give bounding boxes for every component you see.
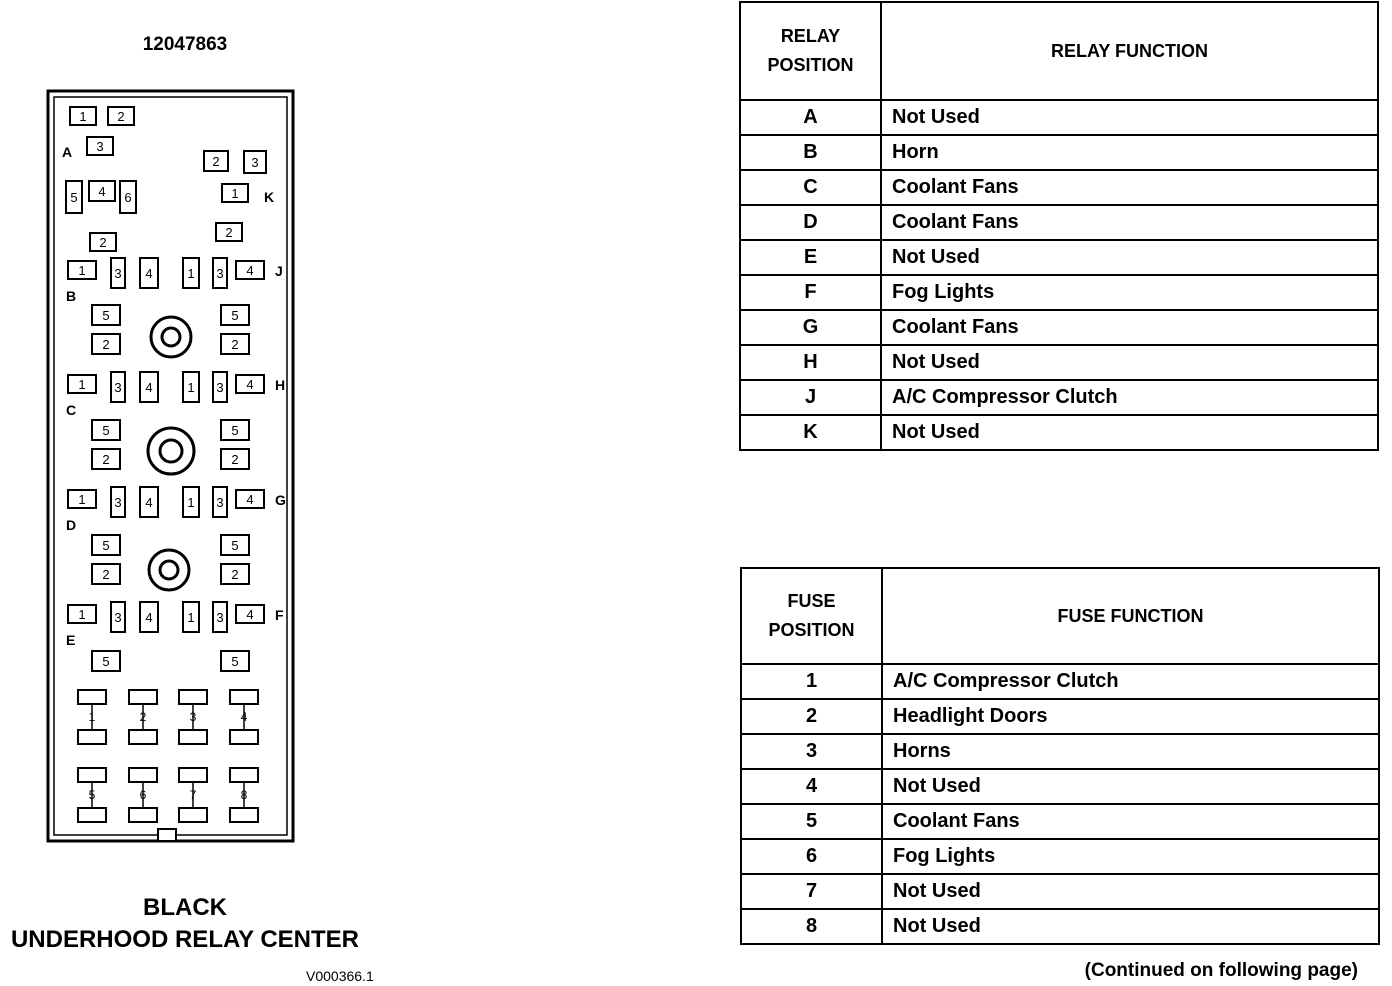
terminal-label: 4 (98, 184, 106, 199)
relay-position-cell: K (740, 415, 881, 450)
terminal-label: 5 (231, 423, 239, 438)
fuse-row (741, 839, 1379, 874)
terminal-label: 1 (187, 495, 195, 510)
terminal-label: 2 (102, 337, 110, 352)
caption-color: BLACK (143, 894, 227, 921)
relay-function-cell: A/C Compressor Clutch (881, 380, 1378, 415)
fuse-bottom-terminal (129, 730, 157, 744)
fuse-row (741, 874, 1379, 909)
fuse-bottom-terminal (78, 730, 106, 744)
terminal-label: 3 (216, 610, 224, 625)
terminal-label: 5 (231, 308, 239, 323)
relay-center-outline (48, 91, 293, 841)
terminal-label: 5 (231, 538, 239, 553)
terminal-label: 5 (102, 654, 110, 669)
relay-position-cell: A (740, 100, 881, 135)
terminal-label: 2 (231, 337, 239, 352)
fuse-row (741, 699, 1379, 734)
fuse-function-cell: Not Used (882, 909, 1379, 944)
fuse-bottom-terminal (179, 808, 207, 822)
terminal-label: 3 (96, 139, 104, 154)
terminal-label: 3 (114, 266, 122, 281)
terminal-label: 3 (114, 380, 122, 395)
latch-tab (158, 829, 176, 841)
relay-letter-a: A (62, 144, 73, 160)
relay-row (740, 310, 1378, 345)
terminal-label: 5 (102, 423, 110, 438)
stud-3-hole (160, 561, 178, 579)
relay-position-cell: J (740, 380, 881, 415)
terminal-label: 1 (231, 186, 239, 201)
terminal-label: 1 (78, 263, 86, 278)
relay-row (740, 345, 1378, 380)
relay-function-cell: Not Used (881, 240, 1378, 275)
relay-function-cell: Not Used (881, 415, 1378, 450)
terminal-label: 4 (246, 263, 254, 278)
fuse-function-cell: Not Used (882, 769, 1379, 804)
fuse-position-cell: 8 (741, 909, 882, 944)
terminal-label: 3 (251, 155, 259, 170)
terminal-label: 5 (231, 654, 239, 669)
fuse-row (741, 804, 1379, 839)
terminal-label: 4 (246, 607, 254, 622)
terminal-label: 4 (246, 492, 254, 507)
relay-function-cell: Coolant Fans (881, 170, 1378, 205)
terminal-label: 3 (114, 495, 122, 510)
relay-letter-j: J (275, 263, 283, 279)
relay-function-cell: Coolant Fans (881, 310, 1378, 345)
relay-letter-d: D (66, 517, 77, 533)
terminal-label: 5 (102, 538, 110, 553)
fuse-top-terminal (230, 690, 258, 704)
relay-letter-b: B (66, 288, 77, 304)
relay-function-cell: Fog Lights (881, 275, 1378, 310)
terminal-label: 4 (145, 495, 153, 510)
relay-center-inner-outline (54, 97, 287, 835)
fuse-number-2: 2 (139, 710, 147, 724)
fuse-function-cell: Not Used (882, 874, 1379, 909)
terminal-label: 5 (70, 190, 78, 205)
terminal-label: 4 (145, 266, 153, 281)
fuse-bottom-terminal (129, 808, 157, 822)
stud-2-hole (160, 440, 182, 462)
fuse-function-header: FUSE FUNCTION (882, 568, 1379, 664)
fuse-function-cell: A/C Compressor Clutch (882, 664, 1379, 699)
fuse-number-3: 3 (189, 710, 197, 724)
relay-row (740, 205, 1378, 240)
relay-letter-h: H (275, 377, 286, 393)
fuse-top-terminal (78, 768, 106, 782)
relay-function-cell: Not Used (881, 345, 1378, 380)
fuse-row (741, 664, 1379, 699)
terminal-label: 3 (216, 495, 224, 510)
fuse-position-cell: 1 (741, 664, 882, 699)
fuse-position-cell: 2 (741, 699, 882, 734)
terminal-label: 1 (79, 109, 87, 124)
fuse-position-cell: 5 (741, 804, 882, 839)
relay-position-cell: H (740, 345, 881, 380)
fuse-number-7: 7 (189, 788, 197, 802)
terminal-label: 4 (145, 380, 153, 395)
fuse-number-1: 1 (88, 710, 96, 724)
figure-id: V000366.1 (306, 968, 374, 984)
terminal-label: 6 (124, 190, 132, 205)
relay-position-cell: G (740, 310, 881, 345)
relay-letter-c: C (66, 402, 77, 418)
relay-function-cell: Horn (881, 135, 1378, 170)
stud-3 (149, 550, 189, 590)
terminal-label: 5 (102, 308, 110, 323)
fuse-top-terminal (129, 690, 157, 704)
relay-row (740, 415, 1378, 450)
terminal-label: 2 (102, 452, 110, 467)
relay-position-cell: B (740, 135, 881, 170)
terminal-label: 2 (99, 235, 107, 250)
fuse-row (741, 769, 1379, 804)
relay-function-cell: Not Used (881, 100, 1378, 135)
terminal-label: 3 (216, 380, 224, 395)
relay-letter-e: E (66, 632, 76, 648)
fuse-top-terminal (230, 768, 258, 782)
fuse-position-cell: 6 (741, 839, 882, 874)
relay-position-cell: E (740, 240, 881, 275)
fuse-top-terminal (129, 768, 157, 782)
relay-row (740, 240, 1378, 275)
terminal-label: 2 (212, 154, 220, 169)
terminal-label: 4 (246, 377, 254, 392)
relay-function-cell: Coolant Fans (881, 205, 1378, 240)
terminal-label: 1 (187, 380, 195, 395)
relay-row (740, 275, 1378, 310)
terminal-label: 2 (231, 567, 239, 582)
fuse-bottom-terminal (179, 730, 207, 744)
relay-letter-g: G (275, 492, 286, 508)
relay-row (740, 380, 1378, 415)
fuse-position-header: FUSE POSITION (741, 568, 882, 664)
fuse-number-5: 5 (88, 788, 96, 802)
terminal-label: 1 (187, 610, 195, 625)
fuse-number-8: 8 (240, 788, 248, 802)
terminal-label: 2 (117, 109, 125, 124)
fuse-function-cell: Headlight Doors (882, 699, 1379, 734)
fuse-position-cell: 3 (741, 734, 882, 769)
fuse-bottom-terminal (230, 808, 258, 822)
fuse-top-terminal (78, 690, 106, 704)
fuse-bottom-terminal (78, 808, 106, 822)
relay-function-header: RELAY FUNCTION (881, 2, 1378, 100)
terminal-label: 2 (225, 225, 233, 240)
stud-1-hole (162, 328, 180, 346)
relay-letter-k: K (264, 189, 275, 205)
terminal-label: 1 (78, 377, 86, 392)
fuse-bottom-terminal (230, 730, 258, 744)
terminal-label: 4 (145, 610, 153, 625)
fuse-number-4: 4 (240, 710, 248, 724)
fuse-function-cell: Fog Lights (882, 839, 1379, 874)
caption-title: UNDERHOOD RELAY CENTER (10, 926, 360, 953)
fuse-function-cell: Horns (882, 734, 1379, 769)
fuse-row (741, 909, 1379, 944)
continued-note: (Continued on following page) (1084, 960, 1358, 981)
terminal-label: 2 (231, 452, 239, 467)
relay-row (740, 100, 1378, 135)
terminal-label: 3 (216, 266, 224, 281)
fuse-function-cell: Coolant Fans (882, 804, 1379, 839)
relay-letter-f: F (275, 607, 284, 623)
terminal-label: 2 (102, 567, 110, 582)
fuse-top-terminal (179, 768, 207, 782)
fuse-top-terminal (179, 690, 207, 704)
relay-row (740, 170, 1378, 205)
terminal-label: 3 (114, 610, 122, 625)
relay-row (740, 135, 1378, 170)
relay-position-cell: C (740, 170, 881, 205)
part-number: 12047863 (142, 34, 228, 55)
fuse-row (741, 734, 1379, 769)
relay-center-diagram (40, 85, 310, 855)
stud-1 (151, 317, 191, 357)
terminal-label: 1 (187, 266, 195, 281)
relay-position-header: RELAY POSITION (740, 2, 881, 100)
relay-table (739, 1, 1379, 451)
relay-position-cell: D (740, 205, 881, 240)
fuse-position-cell: 4 (741, 769, 882, 804)
fuse-position-cell: 7 (741, 874, 882, 909)
stud-2 (148, 428, 194, 474)
terminal-label: 1 (78, 607, 86, 622)
terminal-label: 1 (78, 492, 86, 507)
relay-position-cell: F (740, 275, 881, 310)
fuse-number-6: 6 (139, 788, 147, 802)
fuse-table (740, 567, 1380, 945)
